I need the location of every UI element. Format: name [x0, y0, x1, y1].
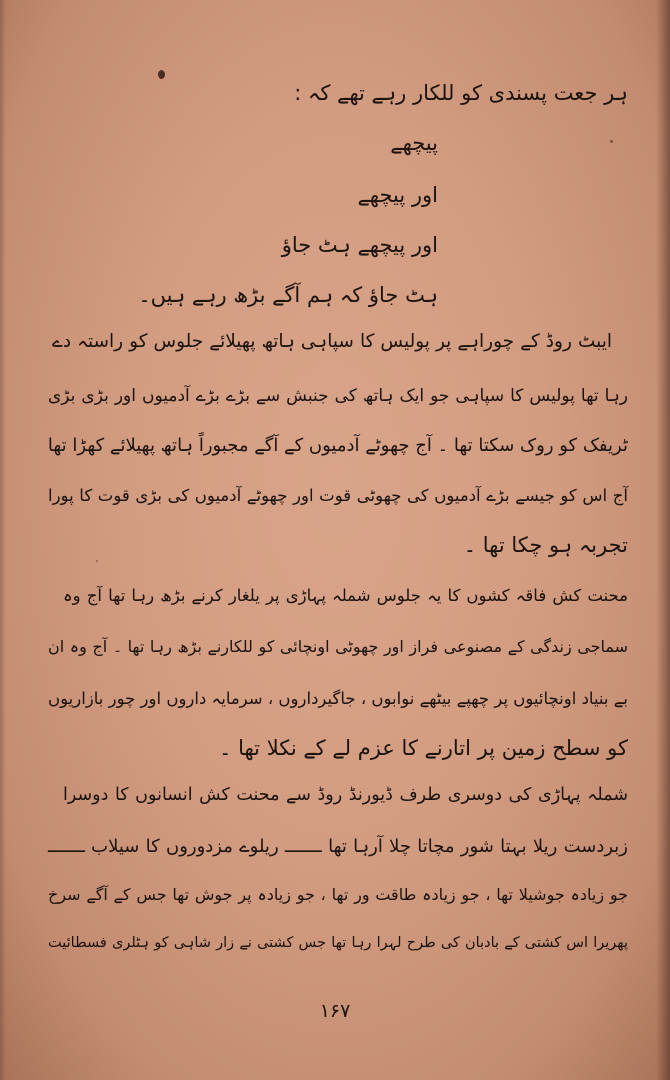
paragraph-line: شملہ پہاڑی کی دوسری طرف ڈیورنڈ روڈ سے محنت کش انسانوں کا دوسرا — [63, 785, 628, 805]
ink-speck — [158, 70, 165, 79]
paragraph-line: محنت کش فاقہ کشوں کا یہ جلوس شملہ پہاڑی پر یلغار کرنے بڑھ رہا تھا آج وہ — [63, 586, 628, 605]
chant-line: اور پیچھے ہٹ جاؤ — [281, 233, 438, 257]
paragraph-line: پھریرا اس کشتی کے بادبان کی طرح لہرا رہا تھا جس کشتی نے زار شاہی کو ہٹلری فسطائیت — [48, 935, 628, 951]
paragraph-line: رہا تھا پولیس کا سپاہی جو ایک ہاتھ کی جنبش سے بڑے بڑے آدمیوں اور بڑی بڑی — [48, 386, 628, 406]
ink-speck — [96, 560, 98, 562]
chant-line: ہٹ جاؤ کہ ہم آگے بڑھ رہے ہیں۔ — [138, 283, 438, 307]
page-number: ۱۶۷ — [319, 1000, 351, 1022]
paragraph-line: بے بنیاد اونچائیوں پر چھپے بیٹھے نوابوں ، جاگیرداروں ، سرمایہ داروں اور چور بازاریوں — [48, 689, 628, 708]
paragraph-line: تجربہ ہو چکا تھا ۔ — [463, 533, 628, 557]
ink-speck — [610, 140, 613, 143]
paragraph-line: سماجی زندگی کے مصنوعی فراز اور چھوٹی اونچائی کو للکارنے بڑھ رہا تھا ۔ آج وہ ان — [48, 637, 628, 656]
paragraph-line: ٹریفک کو روک سکتا تھا ۔ آج چھوٹے آدمیوں کے آگے مجبوراً ہاتھ پھیلائے کھڑا تھا — [47, 435, 628, 456]
paragraph-line: ایبٹ روڈ کے چوراہے پر پولیس کا سپاہی ہاتھ پھیلائے جلوس کو راستہ دے — [52, 331, 612, 352]
page-binding-shadow — [656, 0, 670, 1080]
paragraph-line: کو سطح زمین پر اتارنے کا عزم لے کے نکلا تھا ۔ — [219, 736, 628, 760]
chant-line: پیچھے — [390, 131, 438, 155]
intro-line: ہر جعت پسندی کو للکار رہے تھے کہ : — [294, 81, 628, 105]
page-left-edge — [0, 0, 6, 1080]
paragraph-line: آج اس کو جیسے بڑے آدمیوں کی چھوٹی قوت اور چھوٹے آدمیوں کی بڑی قوت کا پورا — [48, 486, 628, 505]
paragraph-line: جو زیادہ جوشیلا تھا ، جو زیادہ طاقت ور تھا ، جو زیادہ پر جوش تھا جس کے آگے سرخ — [48, 885, 628, 904]
chant-line: اور پیچھے — [357, 183, 438, 207]
paragraph-line: زبردست ریلا بہتا شور مچاتا چلا آرہا تھا ـــــــ ریلوے مزدوروں کا سیلاب ـــــــ — [48, 836, 628, 857]
